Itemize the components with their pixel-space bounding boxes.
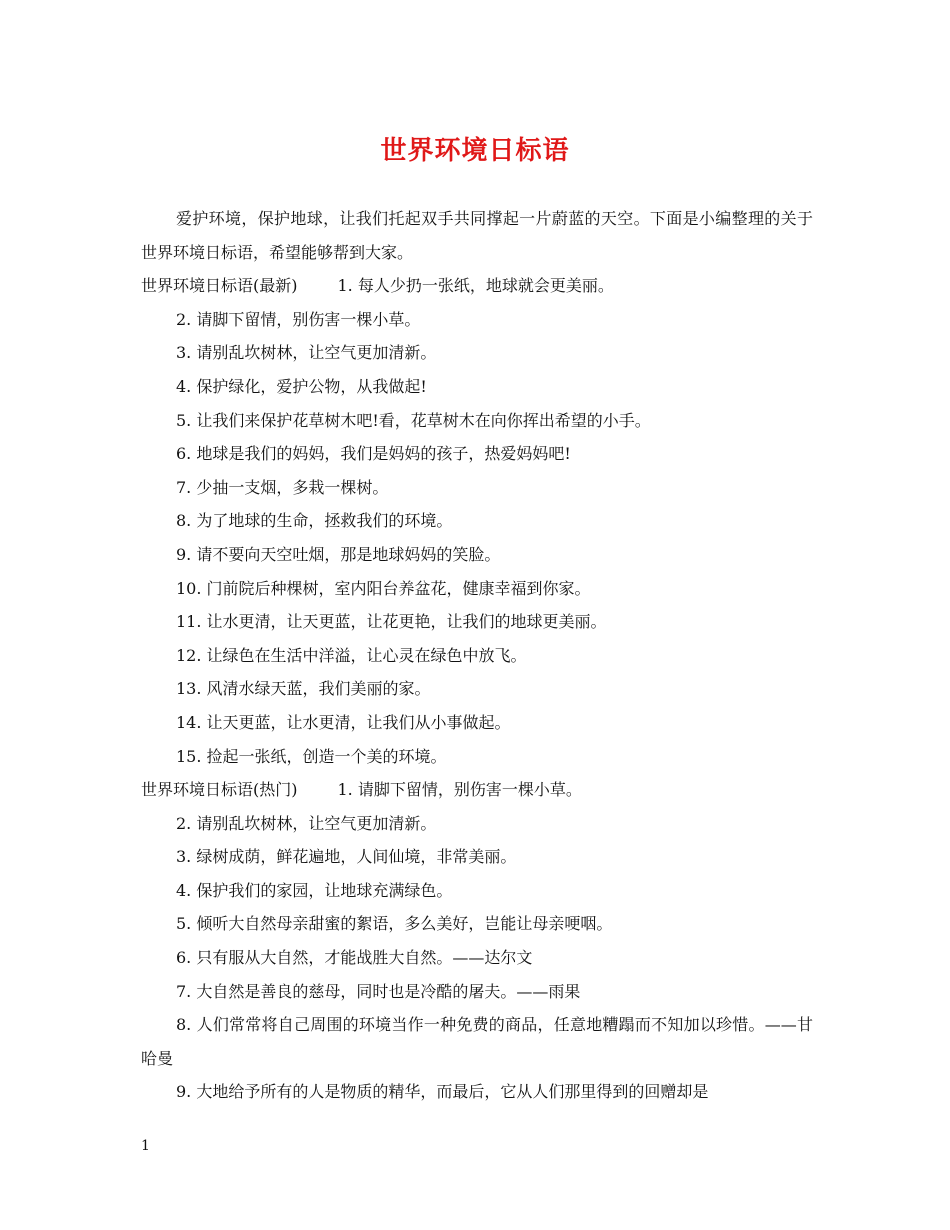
slogan-item: 15. 捡起一张纸，创造一个美的环境。 [176, 746, 447, 766]
slogan-item: 4. 保护我们的家园，让地球充满绿色。 [176, 880, 453, 900]
page-number: 1 [141, 1138, 150, 1154]
slogan-item: 13. 风清水绿天蓝，我们美丽的家。 [176, 679, 431, 699]
slogan-item: 3. 绿树成荫，鲜花遍地，人间仙境，非常美丽。 [176, 847, 517, 867]
slogan-item: 14. 让天更蓝，让水更清，让我们从小事做起。 [176, 712, 511, 732]
slogan-item: 5. 倾听大自然母亲甜蜜的絮语，多么美好，岂能让母亲哽咽。 [176, 914, 613, 934]
slogan-item: 2. 请脚下留情，别伤害一棵小草。 [176, 309, 421, 329]
slogan-item: 10. 门前院后种棵树，室内阳台养盆花，健康幸福到你家。 [176, 578, 591, 598]
intro-paragraph: 爱护环境，保护地球，让我们托起双手共同撑起一片蔚蓝的天空。下面是小编整理的关于世界环境日标语，希望能够帮到大家。 [141, 209, 813, 262]
slogan-item: 1. 请脚下留情，别伤害一棵小草。 [337, 780, 582, 800]
slogan-item: 5. 让我们来保护花草树木吧!看，花草树木在向你挥出希望的小手。 [176, 410, 651, 430]
slogan-list-popular [141, 807, 813, 1109]
slogan-item: 7. 少抽一支烟，多栽一棵树。 [176, 477, 389, 497]
section-heading-popular [141, 773, 813, 807]
slogan-item: 4. 保护绿化，爱护公物，从我做起! [176, 376, 427, 396]
slogan-item: 3. 请别乱坎树林，让空气更加清新。 [176, 343, 437, 363]
slogan-item: 12. 让绿色在生活中洋溢，让心灵在绿色中放飞。 [176, 645, 527, 665]
slogan-item: 2. 请别乱坎树林，让空气更加清新。 [176, 813, 437, 833]
slogan-item: 1. 每人少扔一张纸，地球就会更美丽。 [337, 276, 614, 296]
slogan-list-latest [141, 303, 813, 773]
slogan-item: 9. 大地给予所有的人是物质的精华，而最后，它从人们那里得到的回赠却是 [176, 1082, 709, 1102]
document-body [141, 202, 813, 1109]
slogan-item: 7. 大自然是善良的慈母，同时也是冷酷的屠夫。——雨果 [176, 981, 581, 1001]
slogan-item: 11. 让水更清，让天更蓝，让花更艳，让我们的地球更美丽。 [176, 612, 607, 632]
slogan-item: 6. 只有服从大自然，才能战胜大自然。——达尔文 [176, 948, 533, 968]
slogan-item: 8. 为了地球的生命，拯救我们的环境。 [176, 511, 453, 531]
section-heading-latest-label: 世界环境日标语(最新) [141, 276, 298, 296]
slogan-item: 8. 人们常常将自己周围的环境当作一种免费的商品，任意地糟蹋而不知加以珍惜。——甘哈曼 [141, 1015, 813, 1068]
slogan-item: 6. 地球是我们的妈妈，我们是妈妈的孩子，热爱妈妈吧! [176, 444, 571, 464]
section-heading-latest [141, 269, 813, 303]
section-heading-popular-label: 世界环境日标语(热门) [141, 780, 298, 800]
slogan-item: 9. 请不要向天空吐烟，那是地球妈妈的笑脸。 [176, 544, 501, 564]
document-title: 世界环境日标语 [380, 136, 570, 166]
